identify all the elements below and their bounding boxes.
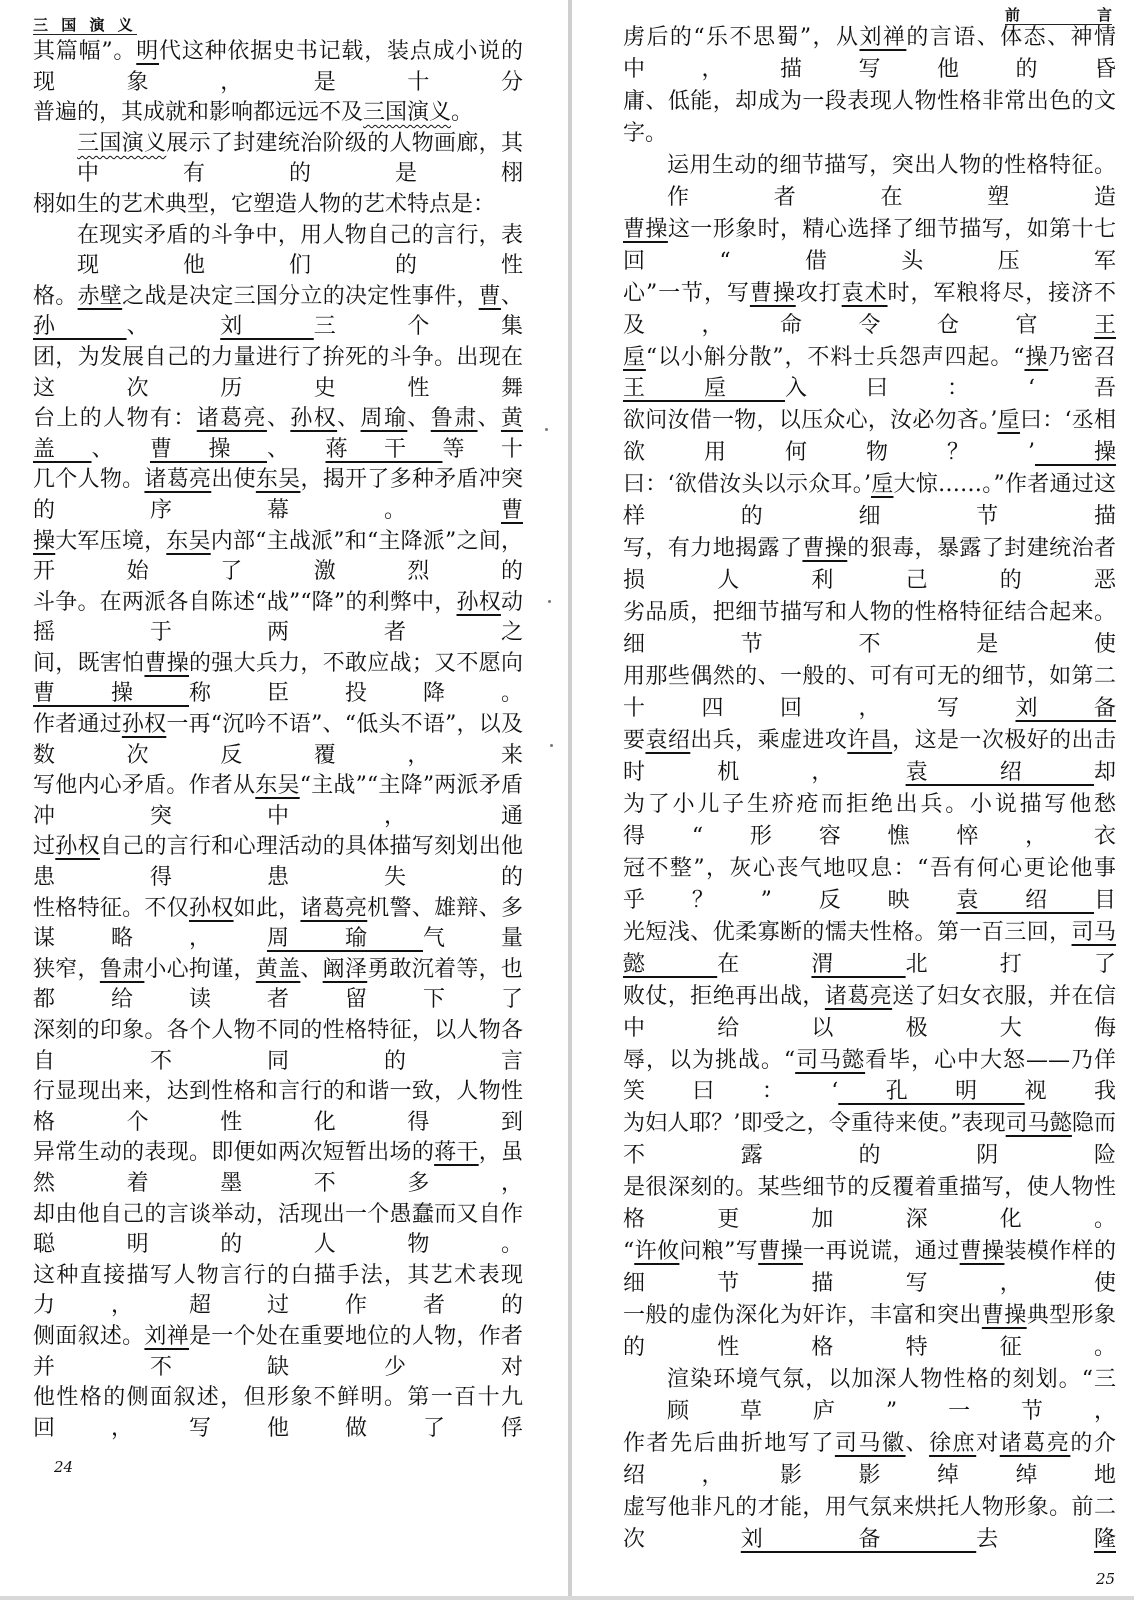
text-line bbox=[623, 1172, 1116, 1236]
text-run: 性格特征。不仅 bbox=[33, 895, 189, 921]
text-line bbox=[623, 1492, 1116, 1556]
text-line bbox=[623, 917, 1116, 981]
text-line bbox=[623, 725, 1116, 789]
text-line bbox=[33, 404, 523, 465]
underlined-proper-name: 袁术 bbox=[841, 280, 888, 306]
text-line bbox=[33, 1383, 523, 1444]
page-number: 25 bbox=[1096, 1569, 1116, 1588]
underlined-proper-name: 王 bbox=[1093, 312, 1116, 338]
text-run: 问粮”写 bbox=[679, 1239, 759, 1265]
underlined-proper-name: 司马徽 bbox=[834, 1430, 906, 1456]
text-line bbox=[33, 98, 523, 129]
underlined-proper-name: 曹操 bbox=[981, 1303, 1027, 1329]
text-run: 三个集 bbox=[313, 314, 523, 340]
text-run: 冠不整”，灰心丧气地叹息：“吾有何心更论他事乎？”反映 bbox=[623, 855, 1116, 913]
text-run: ，这是一次极好的出击时机， bbox=[623, 727, 1116, 785]
text-run: 、 bbox=[407, 406, 431, 432]
underlined-proper-name: 刘备 bbox=[740, 1526, 977, 1552]
text-run: 时，军粮将尽，接济不及，命令仓官 bbox=[623, 280, 1116, 338]
wavy-underlined-book-title: 三国演义 bbox=[77, 130, 167, 156]
underlined-proper-name: 垕 bbox=[870, 472, 894, 498]
text-line bbox=[33, 190, 523, 221]
text-line bbox=[623, 469, 1116, 533]
text-line bbox=[33, 282, 523, 343]
text-run: 作者通过 bbox=[33, 712, 122, 738]
underlined-proper-name: 黄盖 bbox=[255, 956, 301, 982]
text-line bbox=[33, 129, 523, 190]
underlined-proper-name: 曹操 bbox=[959, 1239, 1005, 1265]
text-run: 、 bbox=[905, 1430, 930, 1456]
underlined-proper-name: 曹操 bbox=[758, 1239, 803, 1265]
underlined-proper-name: 蒋干 bbox=[434, 1140, 479, 1166]
text-run: 攻打 bbox=[795, 280, 842, 306]
text-run: 机警、雄辩、多谋略， bbox=[33, 895, 523, 952]
text-line bbox=[33, 527, 523, 588]
text-run: 写他内心矛盾。作者从 bbox=[33, 773, 256, 799]
text-run: 这种直接描写人物言行的白描手法，其艺术表现力，超过作者的 bbox=[33, 1262, 523, 1319]
text-run: 送了妇女衣服，并在信中给以极大侮 bbox=[623, 983, 1116, 1041]
underlined-proper-name: 鲁肃 bbox=[99, 956, 145, 982]
text-run: 之战是决定三国分立的决定性事件， bbox=[122, 283, 479, 309]
text-line bbox=[33, 465, 523, 526]
text-run: 勇敢沉着等，也都给读者留下了 bbox=[33, 956, 523, 1013]
text-line bbox=[623, 1428, 1116, 1492]
text-run: “ bbox=[623, 1239, 635, 1265]
underlined-proper-name: 孙权 bbox=[121, 712, 167, 738]
text-run: 为了小儿子生疥疮而拒绝出兵。小说描写他愁得“形容憔悴，衣 bbox=[623, 791, 1116, 849]
text-line bbox=[33, 1138, 523, 1199]
underlined-proper-name: 曹操 bbox=[144, 650, 189, 676]
underlined-proper-name: 曹操 bbox=[150, 436, 267, 462]
text-run: 斗争。在两派各自陈述“战”“降”的利弊中， bbox=[33, 589, 457, 615]
text-line bbox=[33, 710, 523, 771]
underlined-proper-name: 司马懿 bbox=[795, 1047, 866, 1073]
text-run: 视我 bbox=[1024, 1079, 1116, 1105]
text-run: 劣品质，把细节描写和人物的性格特征结合起来。细节不是使 bbox=[623, 600, 1116, 658]
underlined-proper-name: 周瑜 bbox=[266, 926, 423, 952]
underlined-proper-name: 垕 bbox=[997, 408, 1020, 434]
wavy-underlined-book-title: 三国演义 bbox=[363, 100, 452, 126]
left-page-body bbox=[33, 37, 523, 1444]
underlined-proper-name: 诸葛亮 bbox=[144, 467, 212, 493]
text-run: 却 bbox=[1093, 759, 1116, 785]
text-run: 乃密召 bbox=[1048, 344, 1116, 370]
text-line bbox=[623, 342, 1116, 406]
text-run: 渲染环境气氛，以加深人物性格的刻划。“三顾草庐”一节， bbox=[667, 1367, 1116, 1424]
underlined-proper-name: 孙权 bbox=[55, 834, 100, 860]
text-line bbox=[623, 1108, 1116, 1172]
underlined-proper-name: 司马懿 bbox=[1005, 1111, 1072, 1137]
text-run: 狭窄， bbox=[33, 956, 100, 982]
text-run: 团，为发展自己的力量进行了拚死的斗争。出现在这次历史性舞 bbox=[33, 344, 523, 401]
text-line bbox=[33, 832, 523, 893]
text-run: 在现实矛盾的斗争中，用人物自己的言行，表现他们的性 bbox=[77, 222, 523, 279]
text-run: 台上的人物有： bbox=[33, 406, 197, 432]
underlined-proper-name: 王垕 bbox=[623, 376, 785, 402]
text-line bbox=[33, 649, 523, 710]
text-run: 普遍的，其成就和影响都远远不及 bbox=[33, 100, 364, 126]
underlined-proper-name: 曹操 bbox=[33, 681, 189, 707]
scan-speck bbox=[545, 428, 548, 431]
page-number: 24 bbox=[54, 1458, 74, 1477]
underlined-proper-name: 许昌 bbox=[847, 727, 893, 753]
underlined-proper-name: 刘备 bbox=[1015, 696, 1116, 722]
scan-bottom-edge bbox=[0, 1596, 1134, 1600]
text-run: 、 bbox=[500, 283, 523, 309]
running-head-char: 前 bbox=[1005, 6, 1021, 24]
scan-speck bbox=[548, 600, 551, 603]
text-line bbox=[33, 588, 523, 649]
underlined-proper-name: 刘 bbox=[220, 314, 314, 340]
running-head-book-title: 三 国 演 义 bbox=[33, 16, 137, 34]
text-run: 在 bbox=[717, 951, 812, 977]
underlined-proper-name: 东吴 bbox=[255, 773, 300, 799]
underlined-proper-name: 诸葛亮 bbox=[999, 1430, 1071, 1456]
text-run: 这一形象时，精心选择了细节描写，如第十七回“借头压军 bbox=[623, 216, 1116, 274]
text-run: 等十 bbox=[442, 436, 523, 462]
underlined-proper-name: 隆 bbox=[1093, 1526, 1116, 1552]
text-run: 虚写他非凡的才能，用气氛来烘托人物形象。前二次 bbox=[623, 1494, 1116, 1552]
text-line bbox=[623, 661, 1116, 725]
text-run: 写，有力地揭露了 bbox=[623, 536, 803, 562]
underlined-proper-name: 东吴 bbox=[255, 467, 301, 493]
underlined-proper-name: 孙权 bbox=[456, 589, 501, 615]
underlined-proper-name: 黄盖 bbox=[33, 406, 523, 462]
text-line bbox=[623, 22, 1116, 86]
text-run: 异常生动的表现。即便如两次短暂出场的 bbox=[33, 1140, 435, 1166]
underlined-proper-name: 孙权 bbox=[290, 406, 338, 432]
text-run: 、 bbox=[91, 436, 150, 462]
text-run: “主战”“主降”两派矛盾冲突中，通 bbox=[33, 773, 523, 829]
text-run: 、 bbox=[337, 406, 361, 432]
text-run: 是很深刻的。某些细节的反覆着重描写，使人物性格更加深化。 bbox=[623, 1175, 1116, 1233]
right-page bbox=[572, 0, 1134, 1596]
text-run: 入曰：‘吾 bbox=[785, 376, 1116, 402]
text-run: 其篇幅”。 bbox=[33, 39, 137, 64]
underlined-proper-name: 孔明 bbox=[838, 1079, 1025, 1105]
text-line bbox=[33, 1077, 523, 1138]
text-line bbox=[623, 1045, 1116, 1109]
underlined-proper-name: 操 bbox=[1034, 440, 1116, 466]
text-line bbox=[623, 981, 1116, 1045]
text-line bbox=[623, 278, 1116, 342]
underlined-proper-name: 诸葛亮 bbox=[196, 406, 267, 432]
text-run: 的介绍，影影绰绰地 bbox=[623, 1430, 1116, 1488]
text-line bbox=[33, 1016, 523, 1077]
underlined-proper-name: 渭 bbox=[811, 951, 906, 977]
text-line bbox=[623, 789, 1116, 853]
text-run: 的强大兵力，不敢应战；又不愿向 bbox=[189, 650, 523, 676]
text-run: 一再说谎，通过 bbox=[802, 1239, 960, 1265]
text-run: 辱，以为挑战。“ bbox=[623, 1047, 796, 1073]
text-line bbox=[33, 221, 523, 282]
text-run: 他性格的侧面叙述，但形象不鲜明。第一百十九回，写他做了俘 bbox=[33, 1385, 523, 1441]
text-run: 气量 bbox=[422, 926, 523, 952]
text-run: 心”一节，写 bbox=[623, 280, 750, 306]
text-run: 用那些偶然的、一般的、可有可无的细节，如第二十四回，写 bbox=[623, 664, 1116, 722]
text-run: 小心拘谨， bbox=[144, 956, 256, 982]
text-line bbox=[33, 1261, 523, 1322]
underlined-proper-name: 操 bbox=[1024, 344, 1049, 370]
underlined-proper-name: 司马懿 bbox=[623, 919, 1116, 977]
text-line bbox=[33, 955, 523, 1016]
text-line bbox=[33, 1200, 523, 1261]
text-run: 栩如生的艺术典型，它塑造人物的艺术特点是： bbox=[33, 191, 496, 217]
text-run: 欲问汝借一物，以压众心，汝必勿吝。’ bbox=[623, 408, 998, 434]
text-run: 大惊……。”作者通过这样的细节描 bbox=[623, 472, 1116, 530]
underlined-proper-name: 赤壁 bbox=[77, 283, 123, 309]
text-run: 的言语、体态、神情中，描写他的昏 bbox=[623, 25, 1116, 82]
text-run: 曰：‘丞相欲用何物？’ bbox=[623, 408, 1116, 466]
text-run: 一再“沉吟不语”、“低头不语”，以及数次反覆，来 bbox=[33, 712, 523, 768]
underlined-proper-name: 刘禅 bbox=[144, 1323, 189, 1349]
text-run: 的狠毒，暴露了封建统治者损人利己的恶 bbox=[623, 536, 1116, 594]
text-run: 一般的虚伪深化为奸诈，丰富和突出 bbox=[623, 1303, 982, 1329]
text-run: 虏后的“乐不思蜀”，从 bbox=[623, 25, 860, 50]
text-run: 运用生动的细节描写，突出人物的性格特征。作者在塑造 bbox=[667, 152, 1116, 210]
text-run: 要 bbox=[623, 727, 646, 753]
underlined-proper-name: 明 bbox=[136, 39, 160, 64]
text-run: 内部“主战派”和“主降派”之间，开始了激烈的 bbox=[33, 528, 523, 585]
text-run: 对 bbox=[976, 1430, 1000, 1456]
underlined-proper-name: 孙权 bbox=[188, 895, 234, 921]
text-line bbox=[33, 37, 523, 98]
underlined-proper-name: 袁绍 bbox=[645, 727, 691, 753]
underlined-proper-name: 垕 bbox=[623, 344, 646, 370]
text-line bbox=[623, 150, 1116, 214]
text-line bbox=[623, 853, 1116, 917]
text-run: 北打了 bbox=[905, 951, 1116, 977]
text-run: 代这种依据史书记载，装点成小说的现象，是十分 bbox=[33, 39, 523, 95]
underlined-proper-name: 操 bbox=[33, 528, 56, 554]
text-line bbox=[33, 1322, 523, 1383]
underlined-proper-name: 袁绍 bbox=[956, 887, 1094, 913]
underlined-proper-name: 诸葛亮 bbox=[300, 895, 368, 921]
text-run: 过 bbox=[33, 834, 56, 860]
text-run: 展示了封建统治阶级的人物画廊，其中有的是栩 bbox=[77, 130, 523, 187]
text-run: 曰：‘欲借汝头以示众耳。’ bbox=[623, 472, 871, 498]
text-run: 、 bbox=[300, 956, 323, 982]
text-run: 格。 bbox=[33, 283, 78, 309]
underlined-proper-name: 曹 bbox=[500, 497, 523, 523]
text-run: 、 bbox=[126, 314, 221, 340]
text-run: 。 bbox=[451, 100, 474, 126]
underlined-proper-name: 孙 bbox=[33, 314, 127, 340]
text-line bbox=[623, 86, 1116, 150]
text-line bbox=[623, 533, 1116, 597]
text-line bbox=[623, 1236, 1116, 1300]
underlined-proper-name: 诸葛亮 bbox=[824, 983, 893, 1009]
text-run: 行显现出来，达到性格和言行的和谐一致，人物性格个性化得到 bbox=[33, 1079, 523, 1135]
running-head-char: 言 bbox=[1096, 6, 1112, 24]
text-run: “以小斛分散”，不料士兵怨声四起。“ bbox=[645, 344, 1025, 370]
text-run: 隐而不露的阴险 bbox=[623, 1111, 1116, 1169]
underlined-proper-name: 刘禅 bbox=[859, 25, 907, 50]
underlined-proper-name: 曹操 bbox=[623, 216, 668, 242]
text-run: 自己的言行和心理活动的具体描写刻划出他患得患失的 bbox=[33, 834, 523, 891]
text-run: 如此， bbox=[233, 895, 301, 921]
text-line bbox=[623, 1364, 1116, 1428]
text-line bbox=[623, 214, 1116, 278]
text-run: 大军压境， bbox=[55, 528, 167, 554]
text-run: 为妇人耶？’即受之，令重待来使。”表现 bbox=[623, 1111, 1006, 1137]
text-run: 装模作样的细节描写，使 bbox=[623, 1239, 1116, 1297]
text-run: 作者先后曲折地写了 bbox=[623, 1430, 835, 1456]
text-run: 庸、低能，却成为一段表现人物性格非常出色的文字。 bbox=[623, 88, 1116, 146]
underlined-proper-name: 东吴 bbox=[166, 528, 211, 554]
text-run: 、 bbox=[266, 406, 291, 432]
underlined-proper-name: 曹操 bbox=[802, 536, 848, 562]
text-run: 目 bbox=[1093, 887, 1116, 913]
text-run: 去 bbox=[976, 1526, 1094, 1552]
text-run: 看毕，心中大怒——乃佯笑曰：‘ bbox=[623, 1047, 1116, 1105]
scan-speck bbox=[550, 744, 553, 747]
text-run: 出使 bbox=[211, 467, 256, 493]
text-line bbox=[623, 597, 1116, 661]
underlined-proper-name: 徐庶 bbox=[929, 1430, 977, 1456]
text-run: 侧面叙述。 bbox=[33, 1323, 145, 1349]
text-line bbox=[623, 1300, 1116, 1364]
text-run: ，揭开了多种矛盾冲突的序幕。 bbox=[33, 467, 523, 523]
text-run: 几个人物。 bbox=[33, 467, 145, 493]
left-head-row bbox=[0, 6, 568, 34]
left-page bbox=[0, 0, 568, 1596]
underlined-proper-name: 袁绍 bbox=[905, 759, 1094, 785]
text-line bbox=[33, 894, 523, 955]
underlined-proper-name: 阚泽 bbox=[322, 956, 368, 982]
text-run: 败仗，拒绝再出战， bbox=[623, 983, 825, 1009]
underlined-proper-name: 许攸 bbox=[634, 1239, 680, 1265]
text-line bbox=[623, 405, 1116, 469]
text-run: 、 bbox=[266, 436, 326, 462]
text-run: 出兵，乘虚进攻 bbox=[690, 727, 848, 753]
underlined-proper-name: 曹操 bbox=[749, 280, 796, 306]
underlined-proper-name: 周瑜 bbox=[360, 406, 408, 432]
right-page-body bbox=[623, 22, 1116, 1556]
text-run: 典型形象的性格特征。 bbox=[623, 1303, 1116, 1361]
text-run: 光短浅、优柔寡断的懦夫性格。第一百三回， bbox=[623, 919, 1072, 945]
underlined-proper-name: 鲁肃 bbox=[430, 406, 478, 432]
text-run: 、 bbox=[477, 406, 501, 432]
text-run: 深刻的印象。各个人物不同的性格特征，以人物各自不同的言 bbox=[33, 1018, 523, 1074]
text-line bbox=[33, 343, 523, 404]
text-run: 称臣投降。 bbox=[189, 681, 523, 707]
underlined-proper-name: 曹 bbox=[478, 283, 501, 309]
text-run: 动摇于两者之 bbox=[33, 589, 523, 646]
text-run: 间，既害怕 bbox=[33, 650, 145, 676]
text-run: 是一个处在重要地位的人物，作者并不缺少对 bbox=[33, 1323, 523, 1380]
text-run: ，虽然着墨不多， bbox=[33, 1140, 523, 1196]
text-run: 却由他自己的言谈举动，活现出一个愚蠢而又自作聪明的人物。 bbox=[33, 1201, 523, 1258]
underlined-proper-name: 蒋干 bbox=[325, 436, 443, 462]
text-line bbox=[33, 771, 523, 832]
